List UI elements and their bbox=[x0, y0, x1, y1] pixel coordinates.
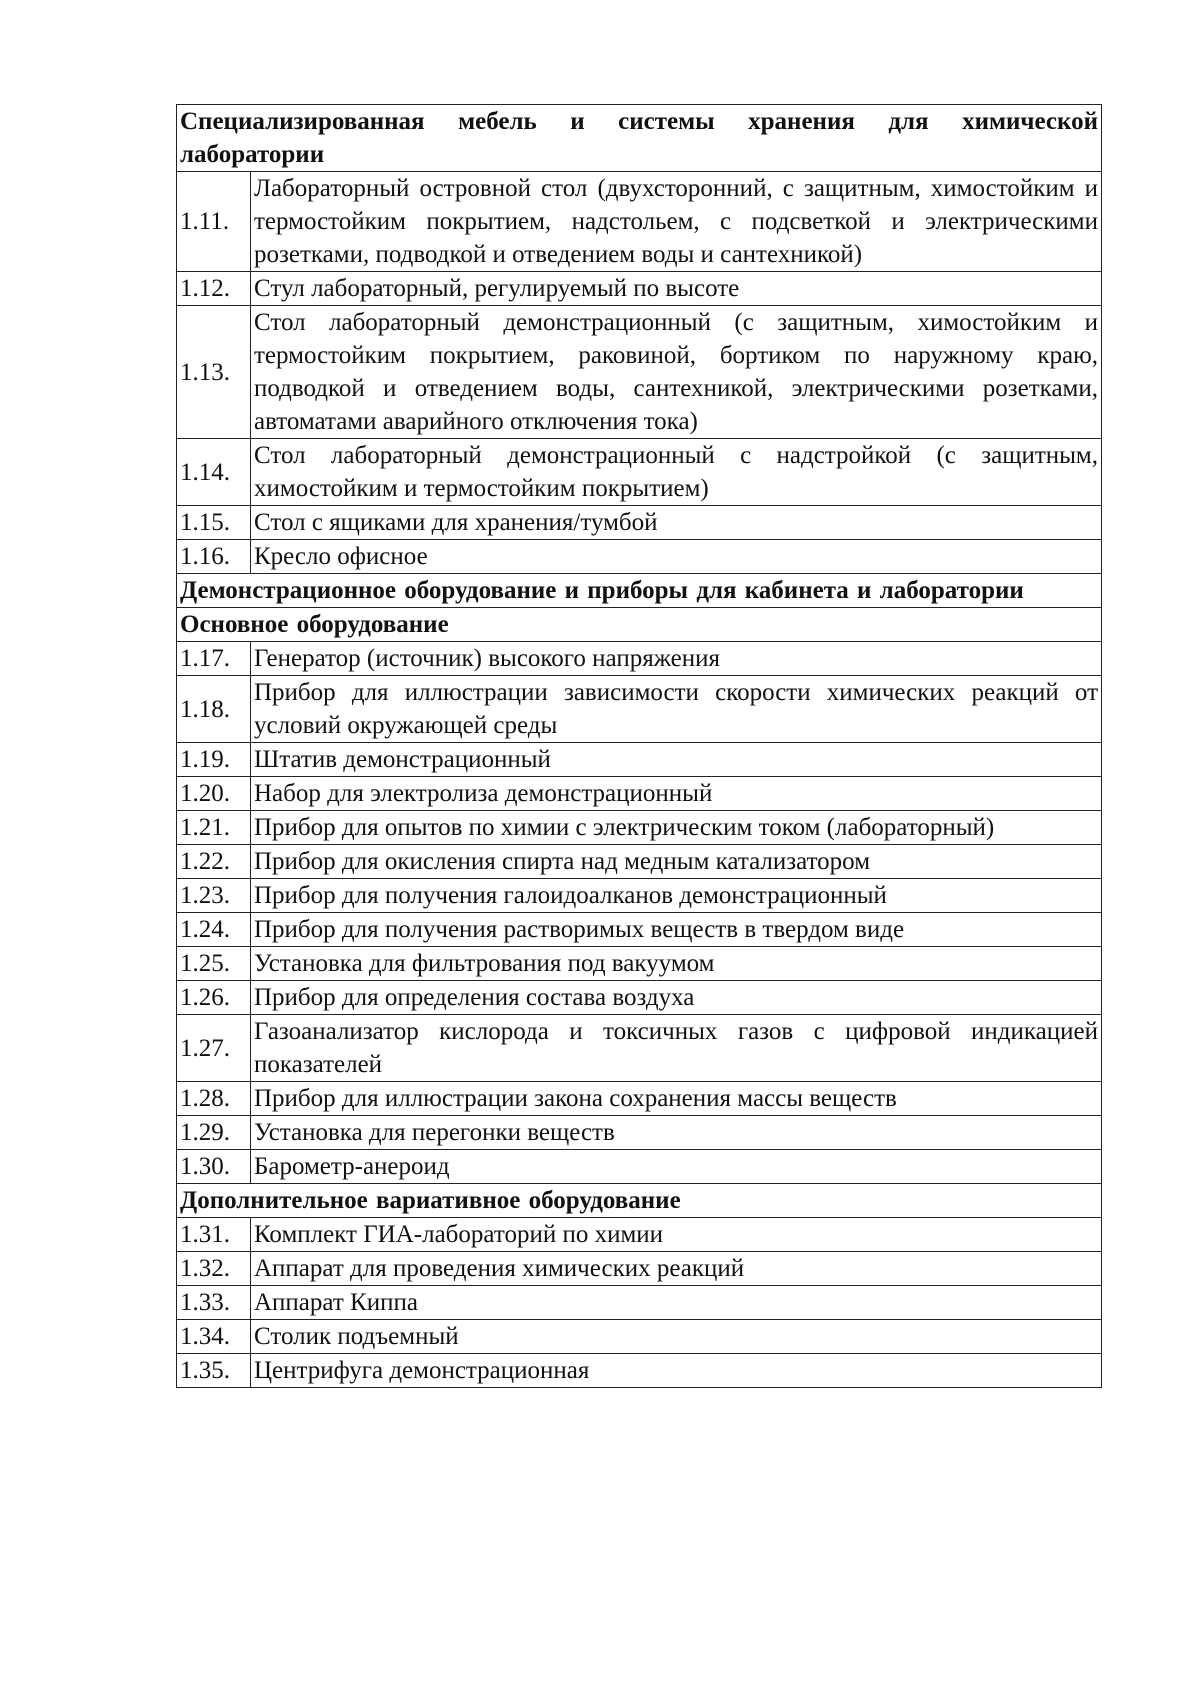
item-number: 1.22. bbox=[177, 845, 251, 879]
item-number: 1.24. bbox=[177, 913, 251, 947]
table-row bbox=[177, 540, 1102, 574]
item-number: 1.19. bbox=[177, 743, 251, 777]
section-heading-row bbox=[177, 1184, 1102, 1218]
table-row bbox=[177, 1218, 1102, 1252]
equipment-table bbox=[176, 104, 1102, 1388]
table-row bbox=[177, 439, 1102, 506]
item-text: Стол с ящиками для хранения/тумбой bbox=[251, 506, 1102, 540]
table-row bbox=[177, 743, 1102, 777]
section-heading: Дополнительное вариативное оборудование bbox=[177, 1184, 1102, 1218]
item-number: 1.23. bbox=[177, 879, 251, 913]
item-text: Прибор для иллюстрации зависимости скорости химических реакций от условий окружающей среды bbox=[251, 676, 1102, 743]
item-text: Прибор для определения состава воздуха bbox=[251, 981, 1102, 1015]
item-text: Стол лабораторный демонстрационный (с защитным, химостойким и термостойким покрытием, раковиной, бортиком по наружному краю, подводкой и отведением воды, сантехникой, электрическими розетками, автоматами аварийного отключения тока) bbox=[251, 306, 1102, 439]
item-number: 1.14. bbox=[177, 439, 251, 506]
item-number: 1.21. bbox=[177, 811, 251, 845]
table-row bbox=[177, 642, 1102, 676]
item-text: Установка для фильтрования под вакуумом bbox=[251, 947, 1102, 981]
table-row bbox=[177, 306, 1102, 439]
item-number: 1.27. bbox=[177, 1015, 251, 1082]
item-text: Набор для электролиза демонстрационный bbox=[251, 777, 1102, 811]
table-row bbox=[177, 1116, 1102, 1150]
item-number: 1.31. bbox=[177, 1218, 251, 1252]
table-row bbox=[177, 172, 1102, 272]
table-row bbox=[177, 676, 1102, 743]
table-row bbox=[177, 1320, 1102, 1354]
item-text: Штатив демонстрационный bbox=[251, 743, 1102, 777]
item-text: Прибор для получения растворимых веществ в твердом виде bbox=[251, 913, 1102, 947]
item-text: Аппарат Киппа bbox=[251, 1286, 1102, 1320]
section-heading: Специализированная мебель и системы хранения для химической лаборатории bbox=[177, 105, 1102, 172]
item-number: 1.12. bbox=[177, 272, 251, 306]
item-text: Столик подъемный bbox=[251, 1320, 1102, 1354]
table-row bbox=[177, 777, 1102, 811]
item-text: Центрифуга демонстрационная bbox=[251, 1354, 1102, 1388]
item-text: Прибор для окисления спирта над медным катализатором bbox=[251, 845, 1102, 879]
item-text: Лабораторный островной стол (двухсторонний, с защитным, химостойким и термостойким покрытием, надстольем, с подсветкой и электрическими розетками, подводкой и отведением воды и сантехникой) bbox=[251, 172, 1102, 272]
item-text: Стул лабораторный, регулируемый по высоте bbox=[251, 272, 1102, 306]
table-row bbox=[177, 506, 1102, 540]
table-row bbox=[177, 811, 1102, 845]
item-number: 1.13. bbox=[177, 306, 251, 439]
item-text: Кресло офисное bbox=[251, 540, 1102, 574]
item-text: Прибор для получения галоидоалканов демонстрационный bbox=[251, 879, 1102, 913]
item-number: 1.29. bbox=[177, 1116, 251, 1150]
table-row bbox=[177, 272, 1102, 306]
item-number: 1.28. bbox=[177, 1082, 251, 1116]
item-text: Стол лабораторный демонстрационный с надстройкой (с защитным, химостойким и термостойким покрытием) bbox=[251, 439, 1102, 506]
item-number: 1.34. bbox=[177, 1320, 251, 1354]
table-row bbox=[177, 1354, 1102, 1388]
table-row bbox=[177, 981, 1102, 1015]
table-row bbox=[177, 1286, 1102, 1320]
item-number: 1.20. bbox=[177, 777, 251, 811]
item-text: Установка для перегонки веществ bbox=[251, 1116, 1102, 1150]
item-number: 1.15. bbox=[177, 506, 251, 540]
table-row bbox=[177, 947, 1102, 981]
item-number: 1.25. bbox=[177, 947, 251, 981]
item-number: 1.35. bbox=[177, 1354, 251, 1388]
item-text: Комплект ГИА-лабораторий по химии bbox=[251, 1218, 1102, 1252]
section-heading-row bbox=[177, 105, 1102, 172]
section-heading: Основное оборудование bbox=[177, 608, 1102, 642]
table-row bbox=[177, 879, 1102, 913]
item-text: Прибор для иллюстрации закона сохранения массы веществ bbox=[251, 1082, 1102, 1116]
item-number: 1.17. bbox=[177, 642, 251, 676]
item-number: 1.32. bbox=[177, 1252, 251, 1286]
item-text: Прибор для опытов по химии с электрическим током (лабораторный) bbox=[251, 811, 1102, 845]
item-number: 1.26. bbox=[177, 981, 251, 1015]
item-number: 1.18. bbox=[177, 676, 251, 743]
item-number: 1.30. bbox=[177, 1150, 251, 1184]
item-text: Генератор (источник) высокого напряжения bbox=[251, 642, 1102, 676]
item-number: 1.11. bbox=[177, 172, 251, 272]
table-row bbox=[177, 1082, 1102, 1116]
item-text: Барометр-анероид bbox=[251, 1150, 1102, 1184]
table-row bbox=[177, 913, 1102, 947]
section-heading-row bbox=[177, 574, 1102, 608]
item-text: Аппарат для проведения химических реакций bbox=[251, 1252, 1102, 1286]
section-heading-row bbox=[177, 608, 1102, 642]
item-number: 1.16. bbox=[177, 540, 251, 574]
item-number: 1.33. bbox=[177, 1286, 251, 1320]
item-text: Газоанализатор кислорода и токсичных газов с цифровой индикацией показателей bbox=[251, 1015, 1102, 1082]
table-row bbox=[177, 1015, 1102, 1082]
section-heading: Демонстрационное оборудование и приборы для кабинета и лаборатории bbox=[177, 574, 1102, 608]
table-row bbox=[177, 1252, 1102, 1286]
table-row bbox=[177, 845, 1102, 879]
table-row bbox=[177, 1150, 1102, 1184]
